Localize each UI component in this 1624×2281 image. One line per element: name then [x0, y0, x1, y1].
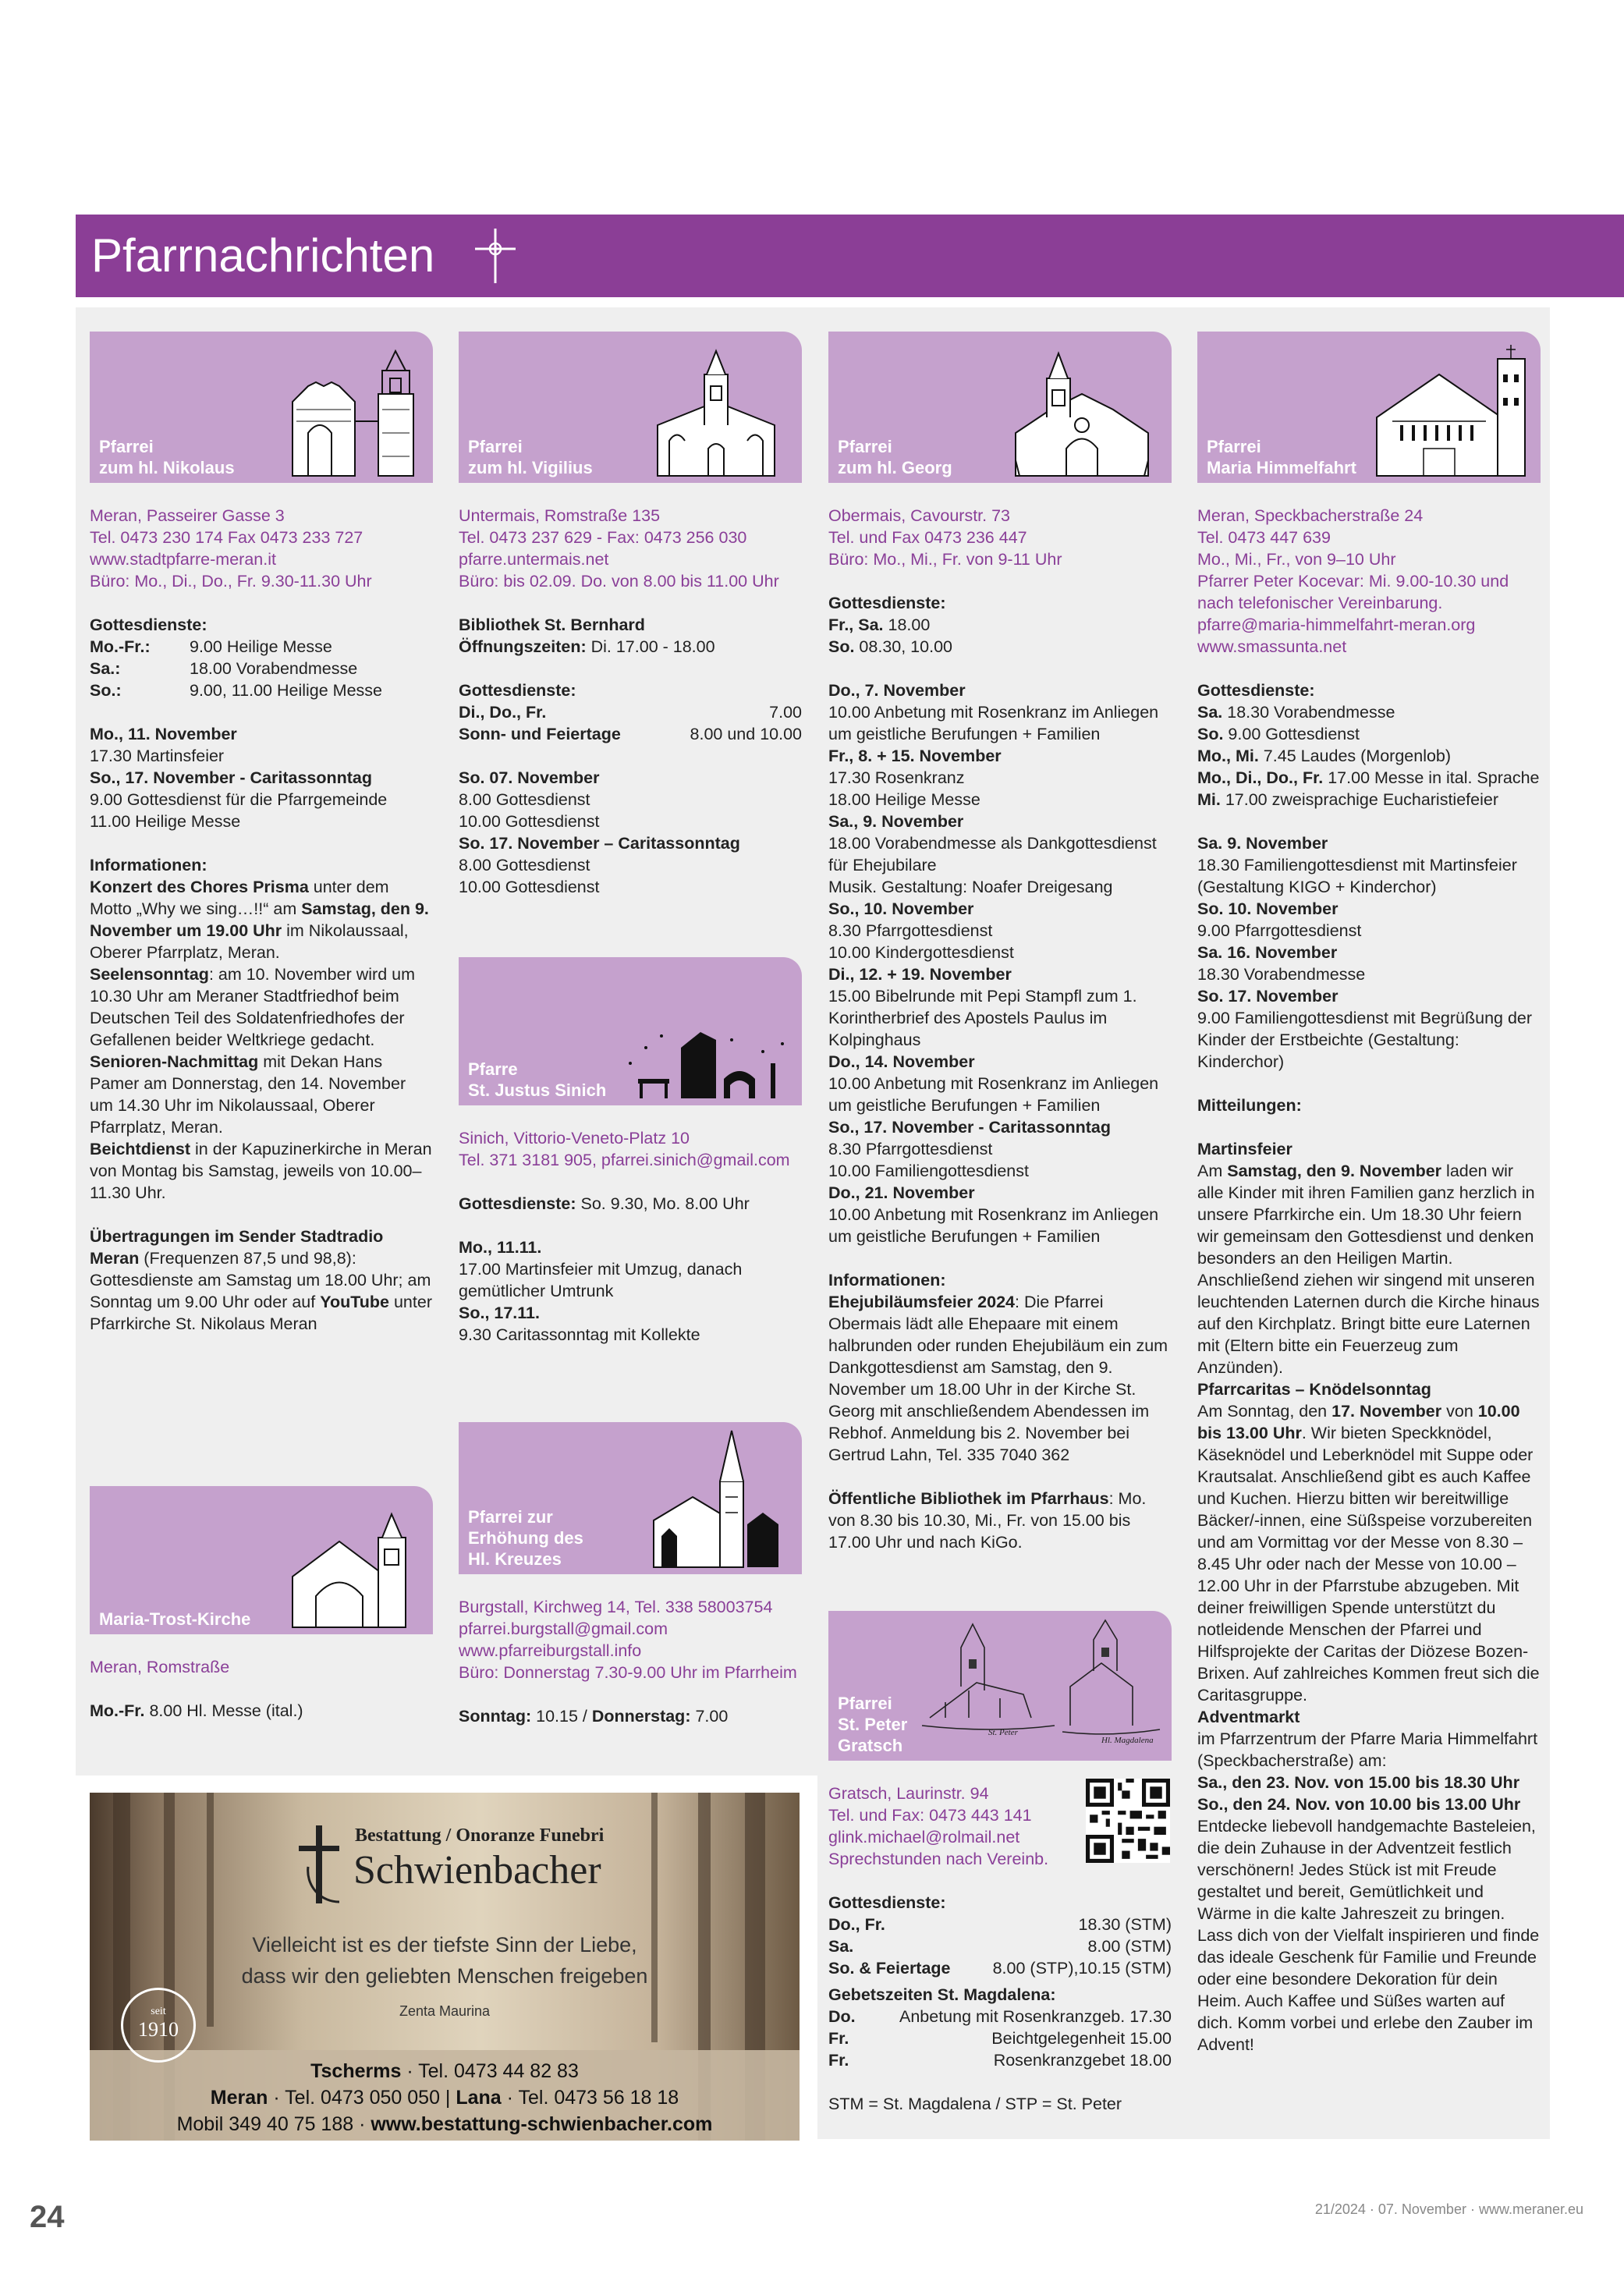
column-nikolaus: [90, 332, 433, 1335]
service-row: Di., Do., Fr. 7.00: [459, 703, 802, 722]
services-heading: Gottesdienste:: [459, 681, 576, 700]
service-day: Mo.-Fr.:: [90, 637, 151, 656]
service-line: Mo., Di., Do., Fr. 17.00 Messe in ital. Sprache: [1197, 768, 1540, 787]
column-himmelfahrt: [1197, 332, 1541, 2056]
services-heading: Gottesdienste:: [90, 615, 207, 634]
notice-text: Am Samstag, den 9. November laden wir alle Kinder mit ihren Familien ganz herzlich in unsere Pfarrkirche ein. Um 18.30 Uhr feiern wir gemeinsam den Gottesdienst und denken besonders an den Heiligen Martin. Anschließend ziehen wir singend mit unseren leuchtenden Laternen durch die Kirche hinaus auf den Kirchplatz. Bringt bitte eure Laternen mit (Eltern bitte ein Feuerzeug zum Anzünden).: [1197, 1162, 1540, 1377]
header-line: Pfarre: [468, 1059, 518, 1079]
column-georg: [828, 332, 1172, 1553]
address-block: [459, 1596, 802, 1683]
event-date: Sa., 9. November: [828, 812, 964, 831]
services-heading: Gottesdienste:: [1197, 681, 1315, 700]
library-title: Bibliothek St. Bernhard: [459, 615, 645, 634]
header-line: Maria Himmelfahrt: [1207, 458, 1356, 477]
service-line: So. 9.00 Gottesdienst: [1197, 725, 1360, 743]
page-number: 24: [30, 2200, 65, 2234]
parish-header-himmelfahrt: [1197, 332, 1541, 483]
church-illustration: [615, 1016, 794, 1102]
notice-date: Sa., den 23. Nov. von 15.00 bis 18.30 Uhr: [1197, 1773, 1520, 1792]
notice-text: Entdecke liebevoll handgemachte Basteleien, die dein Zuhause in der Adventzeit festlich verschönern! Jedes Stück ist mit Freude gestaltet und bereit, Gemütlichkeit und Wärme in die kalte Jahreszeit zu bringen. Lass dich von der Vielfalt inspirieren und finde das ideale Geschenk für Familie und Freunde oder eine besondere Dekoration für dein Heim. Auch Kaffee und Süßes warten auf dich. Komm vorbei und erlebe den Zauber im Advent!: [1197, 1817, 1540, 2054]
service-text: 9.00, 11.00 Heilige Messe: [190, 681, 382, 700]
address: Gratsch, Laurinstr. 94: [828, 1784, 989, 1803]
notice-title: Pfarrcaritas – Knödelsonntag: [1197, 1380, 1431, 1399]
event-text: 17.30 Martinsfeier: [90, 747, 225, 765]
office-hours: Mo., Mi., Fr., von 9–10 Uhr: [1197, 550, 1396, 569]
image-caption: St. Peter: [988, 1728, 1018, 1737]
funeral-advertisement: [90, 1793, 800, 2141]
parish-header-burgstall: [459, 1422, 802, 1574]
address: Meran, Speckbacherstraße 24: [1197, 506, 1424, 525]
info-paragraph: Konzert des Chores Prisma unter dem Motto „Why we sing…!!“ am Samstag, den 9. November um 19.00 Uhr im Nikolaussaal, Oberer Pfarrplatz, Meran.: [90, 878, 429, 962]
service-text: 9.00 Heilige Messe: [190, 637, 332, 656]
parish-header-sinich: [459, 957, 802, 1105]
phone-email[interactable]: Tel. 371 3181 905, pfarrei.sinich@gmail.com: [459, 1151, 790, 1169]
event-text: 17.00 Martinsfeier mit Umzug, danach gemütlicher Umtrunk: [459, 1260, 743, 1300]
quote-line: Vielleicht ist es der tiefste Sinn der Liebe,: [252, 1933, 637, 1956]
service-row: So. & Feiertage 8.00 (STP),10.15 (STM): [828, 1959, 1172, 1978]
phone: Tel. 0473 230 174 Fax 0473 233 727: [90, 528, 363, 547]
event-date: So., 17. November - Caritassonntag: [828, 1118, 1112, 1137]
info-paragraph: Beichtdienst in der Kapuzinerkirche in Meran von Montag bis Samstag, jeweils von 10.00–11.30 Uhr.: [90, 1140, 432, 1202]
radio-paragraph: Übertragungen im Sender Stadtradio Meran (Frequenzen 87,5 und 98,8): Gottesdienste am Samstag um 18.00 Uhr; am Sonntag um 9.00 Uhr oder auf YouTube unter Pfarrkirche St. Nikolaus Meran: [90, 1227, 432, 1333]
event-date: So. 10. November: [1197, 899, 1339, 918]
office-hours: Büro: bis 02.09. Do. von 8.00 bis 11.00 Uhr: [459, 572, 779, 591]
prayer-row: Fr. Beichtgelegenheit 15.00: [828, 2029, 1172, 2048]
event-text: 15.00 Bibelrunde mit Pepi Stampfl zum 1. Korintherbrief des Apostels Paulus im Kolpinghaus: [828, 987, 1137, 1049]
qr-code[interactable]: [1086, 1779, 1170, 1863]
cross-icon: [472, 225, 519, 285]
column-vigilius: [459, 332, 802, 898]
cross-logo-icon: [293, 1824, 355, 1906]
event-date: So. 17. November: [1197, 987, 1339, 1006]
church-illustration: [285, 1506, 417, 1631]
header-line: Pfarrei: [99, 437, 154, 456]
website-link[interactable]: www.pfarreiburgstall.info: [459, 1641, 642, 1660]
parish-header-nikolaus: [90, 332, 433, 483]
section-title: Pfarrnachrichten: [91, 229, 435, 282]
badge-year: 1910: [138, 2018, 179, 2041]
pastor-hours: Pfarrer Peter Kocevar: Mi. 9.00-10.30 und nach telefonischer Vereinbarung.: [1197, 572, 1509, 612]
header-line: zum hl. Georg: [838, 458, 952, 477]
header-line: Pfarrei: [838, 1694, 892, 1713]
header-line: Pfarrei: [1207, 437, 1261, 456]
event-date: So., 10. November: [828, 899, 974, 918]
event-date: Do., 21. November: [828, 1183, 975, 1202]
event-text: 17.30 Rosenkranz 18.00 Heilige Messe: [828, 768, 980, 809]
address-block: [828, 505, 1172, 570]
header-line: Gratsch: [838, 1736, 903, 1755]
phone: Tel. 0473 447 639: [1197, 528, 1331, 547]
column-maria-trost: [90, 1486, 433, 1722]
services-line: Mo.-Fr. 8.00 Hl. Messe (ital.): [90, 1701, 303, 1720]
website-link[interactable]: pfarre.untermais.net: [459, 550, 609, 569]
service-text: 18.00 Vorabendmesse: [190, 659, 358, 678]
header-line: Maria-Trost-Kirche: [99, 1609, 251, 1629]
info-paragraph: Seelensonntag: am 10. November wird um 10.30 Uhr am Meraner Stadtfriedhof beim Deutschen Teil des Soldatenfriedhofes der Gefallenen beider Weltkriege gedacht.: [90, 965, 415, 1049]
quote-line: dass wir den geliebten Menschen freigeben: [241, 1964, 648, 1988]
header-line: Pfarrei: [468, 437, 523, 456]
prayer-row: Do. Anbetung mit Rosenkranzgeb. 17.30: [828, 2007, 1172, 2026]
event-text: 9.00 Gottesdienst für die Pfarrgemeinde 11.00 Heilige Messe: [90, 790, 388, 831]
notice-date: So., den 24. Nov. von 10.00 bis 13.00 Uhr: [1197, 1795, 1521, 1814]
event-text: 18.30 Vorabendmesse: [1197, 965, 1366, 984]
church-illustration: [1369, 343, 1533, 480]
contact-line[interactable]: Mobil 349 40 75 188 · www.bestattung-schwienbacher.com: [176, 2113, 713, 2135]
office-hours: Büro: Mo., Di., Do., Fr. 9.30-11.30 Uhr: [90, 572, 372, 591]
section-banner: [76, 215, 1624, 297]
event-text: 10.00 Anbetung mit Rosenkranz im Anliegen um geistliche Berufungen + Familien: [828, 703, 1159, 743]
address: Obermais, Cavourstr. 73: [828, 506, 1011, 525]
header-line: zum hl. Vigilius: [468, 458, 593, 477]
website-link[interactable]: www.smassunta.net: [1197, 637, 1347, 656]
header-line: Erhöhung des: [468, 1528, 583, 1548]
website-link[interactable]: www.stadtpfarre-meran.it: [90, 550, 276, 569]
header-line: St. Justus Sinich: [468, 1080, 607, 1100]
office-hours: Sprechstunden nach Vereinb.: [828, 1850, 1049, 1868]
ad-contacts: [90, 2058, 800, 2137]
event-text: 10.00 Anbetung mit Rosenkranz im Anliegen um geistliche Berufungen + Familien: [828, 1074, 1159, 1115]
column-gratsch: [828, 1611, 1172, 2115]
address-block: [1197, 505, 1541, 658]
service-row: Sonn- und Feiertage 8.00 und 10.00: [459, 725, 802, 743]
event-text: 8.30 Pfarrgottesdienst 10.00 Kindergottesdienst: [828, 921, 1014, 962]
church-illustration: [285, 347, 425, 480]
church-illustration: [646, 347, 786, 480]
services-line: Gottesdienste: So. 9.30, Mo. 8.00 Uhr: [459, 1194, 750, 1213]
event-date: Di., 12. + 19. November: [828, 965, 1012, 984]
office-hours: Büro: Mo., Mi., Fr. von 9-11 Uhr: [828, 550, 1062, 569]
info-paragraph: Senioren-Nachmittag mit Dekan Hans Pamer am Donnerstag, den 14. November um 14.30 Uhr im Nikolaussaal, Oberer Pfarrplatz, Meran.: [90, 1052, 406, 1137]
prayer-row: Fr. Rosenkranzgebet 18.00: [828, 2051, 1172, 2070]
event-date: So., 17. November - Caritassonntag: [90, 768, 373, 787]
church-illustration: [646, 1427, 786, 1571]
contact-line: Tscherms · Tel. 0473 44 82 83: [310, 2060, 579, 2082]
badge-label: seit: [151, 2006, 166, 2017]
service-line: Sa. 18.30 Vorabendmesse: [1197, 703, 1395, 722]
email-link[interactable]: pfarre@maria-himmelfahrt-meran.org: [1197, 615, 1476, 634]
event-text: 9.30 Caritassonntag mit Kollekte: [459, 1325, 700, 1344]
column-sinich: [459, 957, 802, 1346]
address-block: [90, 505, 433, 592]
header-line: Hl. Kreuzes: [468, 1549, 562, 1569]
info-heading: Informationen:: [828, 1271, 946, 1289]
church-illustration: [1004, 347, 1160, 480]
email-link[interactable]: glink.michael@rolmail.net: [828, 1828, 1020, 1846]
event-date: Fr., 8. + 15. November: [828, 747, 1002, 765]
parish-header-maria-trost: [90, 1486, 433, 1634]
event-text: 8.00 Gottesdienst 10.00 Gottesdienst: [459, 790, 600, 831]
event-date: Mo., 11. November: [90, 725, 237, 743]
column-burgstall: [459, 1422, 802, 1727]
info-paragraph: Ehejubiläumsfeier 2024: Die Pfarrei Obermais lädt alle Ehepaare mit einem halbrunden oder runden Ehejubiläum ein zum Dankgottesdienst am Samstag, den 9. November um 18.00 Uhr in der Kirche St. Georg mit anschließendem Abendessen im Rebhof. Anmeldung bis 2. November bei Gertrud Lahn, Tel. 335 7040 362: [828, 1293, 1168, 1464]
event-text: 9.00 Familiengottesdienst mit Begrüßung der Kinder der Erstbeichte (Gestaltung: Kinderchor): [1197, 1009, 1533, 1071]
event-text: 8.00 Gottesdienst 10.00 Gottesdienst: [459, 856, 600, 896]
parish-header-vigilius: [459, 332, 802, 483]
address: Meran, Romstraße: [90, 1658, 230, 1676]
notice-title: Adventmarkt: [1197, 1708, 1300, 1726]
address-block: [459, 1127, 802, 1171]
notice-title: Martinsfeier: [1197, 1140, 1292, 1158]
parish-header-georg: [828, 332, 1172, 483]
event-date: So. 17. November – Caritassonntag: [459, 834, 740, 853]
email-link[interactable]: pfarrei.burgstall@gmail.com: [459, 1619, 668, 1638]
address: Sinich, Vittorio-Veneto-Platz 10: [459, 1129, 690, 1148]
parish-header-gratsch: [828, 1611, 1172, 1761]
legend: STM = St. Magdalena / STP = St. Peter: [828, 2095, 1122, 2113]
event-date: Do., 14. November: [828, 1052, 975, 1071]
office-hours: Büro: Donnerstag 7.30-9.00 Uhr im Pfarrheim: [459, 1663, 797, 1682]
address: Meran, Passeirer Gasse 3: [90, 506, 285, 525]
since-badge: [121, 1988, 196, 2063]
event-date: Do., 7. November: [828, 681, 966, 700]
event-date: Mo., 11.11.: [459, 1238, 542, 1257]
service-row: Do., Fr. 18.30 (STM): [828, 1915, 1172, 1934]
library-paragraph: Öffentliche Bibliothek im Pfarrhaus: Mo. von 8.30 bis 10.30, Mi., Fr. von 15.00 bis 17.00 Uhr und nach KiGo.: [828, 1489, 1147, 1552]
header-line: St. Peter: [838, 1715, 908, 1734]
ad-tagline: Bestattung / Onoranze Funebri: [355, 1825, 605, 1846]
ad-company-name: Schwienbacher: [353, 1848, 601, 1893]
header-line: Pfarrei zur: [468, 1507, 553, 1527]
contact-line: Meran · Tel. 0473 050 050 | Lana · Tel. 0473 56 18 18: [210, 2087, 679, 2109]
event-text: 8.30 Pfarrgottesdienst 10.00 Familiengottesdienst: [828, 1140, 1029, 1180]
quote-author: Zenta Maurina: [399, 2003, 491, 2019]
service-day: So.:: [90, 681, 122, 700]
address-block: [459, 505, 802, 592]
library-hours: Öffnungszeiten: Di. 17.00 - 18.00: [459, 637, 715, 656]
issue-info: 21/2024 · 07. November · www.meraner.eu: [1314, 2201, 1583, 2217]
service-line: Mo., Mi. 7.45 Laudes (Morgenlob): [1197, 747, 1452, 765]
service-row: Sa. 8.00 (STM): [828, 1937, 1172, 1956]
services-heading: Gottesdienste:: [828, 594, 946, 612]
event-date: So., 17.11.: [459, 1304, 540, 1322]
phone: Tel. und Fax: 0473 443 141: [828, 1806, 1032, 1825]
services-table: [90, 636, 433, 701]
logo: [293, 1824, 729, 1910]
header-line: Pfarrei: [838, 437, 892, 456]
info-heading: Informationen:: [90, 856, 207, 874]
notice-text: im Pfarrzentrum der Pfarre Maria Himmelfahrt (Speckbacherstraße) am:: [1197, 1729, 1538, 1770]
service-line: Fr., Sa. 18.00: [828, 615, 931, 634]
prayer-heading: Gebetszeiten St. Magdalena:: [828, 1985, 1056, 2004]
event-text: 9.00 Pfarrgottesdienst: [1197, 921, 1362, 940]
image-caption: Hl. Magdalena: [1101, 1736, 1154, 1745]
address-phone: Burgstall, Kirchweg 14, Tel. 338 58003754: [459, 1598, 773, 1616]
service-line: Mi. 17.00 zweisprachige Eucharistiefeier: [1197, 790, 1498, 809]
service-line: So. 08.30, 10.00: [828, 637, 952, 656]
services-line: Sonntag: 10.15 / Donnerstag: 7.00: [459, 1707, 729, 1726]
event-text: 18.00 Vorabendmesse als Dankgottesdienst für Ehejubilare Musik. Gestaltung: Noafer Dreigesang: [828, 834, 1157, 896]
church-illustration: [914, 1616, 1164, 1753]
service-day: Sa.:: [90, 659, 121, 678]
notice-text: Am Sonntag, den 17. November von 10.00 bis 13.00 Uhr. Wir bieten Speckknödel, Käseknödel und Leberknödel mit Suppe oder Krautsalat. Anschließend gibt es auch Kaffee und Kuchen. Hierzu bitten wir bereitwillige Bäcker/-innen, eine Süßspeise vorzubereiten und am Vormittag vor der Messe von 8.30 – 8.45 Uhr oder nach der Messe von 10.00 – 12.00 Uhr in der Pfarrstube abzugeben. Mit deiner freiwilligen Spende unterstützt du notleidende Menschen der Pfarrei und Hilfsprojekte der Caritas der Diözese Bozen-Brixen. Auf zahlreiches Kommen freut sich die Caritasgruppe.: [1197, 1402, 1540, 1705]
event-date: So. 07. November: [459, 768, 600, 787]
phone: Tel. 0473 237 629 - Fax: 0473 256 030: [459, 528, 747, 547]
event-text: 10.00 Anbetung mit Rosenkranz im Anliegen um geistliche Berufungen + Familien: [828, 1205, 1159, 1246]
event-date: Sa. 16. November: [1197, 943, 1338, 962]
notices-heading: Mitteilungen:: [1197, 1096, 1302, 1115]
services-heading: Gottesdienste:: [828, 1893, 946, 1912]
address: Untermais, Romstraße 135: [459, 506, 661, 525]
event-text: 18.30 Familiengottesdienst mit Martinsfeier (Gestaltung KIGO + Kinderchor): [1197, 856, 1517, 896]
event-date: Sa. 9. November: [1197, 834, 1328, 853]
phone: Tel. und Fax 0473 236 447: [828, 528, 1027, 547]
header-line: zum hl. Nikolaus: [99, 458, 235, 477]
ad-quote: [90, 1929, 800, 1992]
